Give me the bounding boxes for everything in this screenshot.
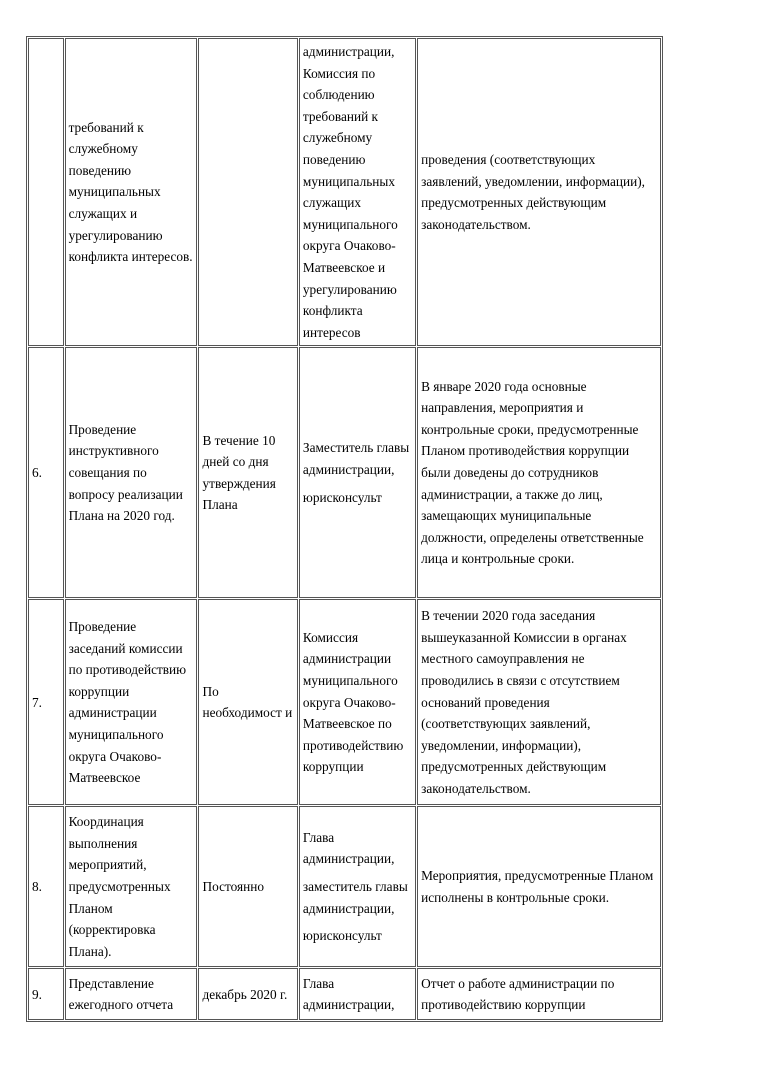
row-number-cell: 6. bbox=[28, 347, 64, 598]
responsible-line: заместитель главы администрации, bbox=[302, 879, 412, 916]
document-page bbox=[26, 36, 663, 1022]
anticorruption-plan-table bbox=[26, 36, 663, 1022]
responsible-line: юрисконсульт bbox=[302, 489, 382, 505]
responsible-cell: Комиссия администрации муниципального округа Очаково-Матвеевское по противодействию коррупции bbox=[299, 599, 416, 805]
term-cell: По необходимост и bbox=[198, 599, 297, 805]
result-cell: Отчет о работе администрации по противодействию коррупции bbox=[417, 968, 661, 1020]
table-row bbox=[28, 38, 661, 346]
event-cell: Проведение заседаний комиссии по противодействию коррупции администрации муниципального округа Очаково-Матвеевское bbox=[65, 599, 198, 805]
result-cell: проведения (соответствующих заявлений, уведомлении, информации), предусмотренных действующим законодательством. bbox=[417, 38, 661, 346]
responsible-cell: администрации, Комиссия по соблюдению требований к служебному поведению муниципальных служащих муниципального округа Очаково-Матвеевское и урегулированию конфликта интересов bbox=[299, 38, 416, 346]
responsible-line: юрисконсульт bbox=[302, 928, 382, 944]
term-cell: Постоянно bbox=[198, 806, 297, 967]
term-cell: В течение 10 дней со дня утверждения Плана bbox=[198, 347, 297, 598]
responsible-cell: Глава администрации, bbox=[299, 968, 416, 1020]
table-row bbox=[28, 806, 661, 967]
result-cell: В январе 2020 года основные направления, мероприятия и контрольные сроки, предусмотренные Планом противодействия коррупции были доведены до сотрудников администрации, а также до лиц, замещающих муниципальные должности, определены ответственные лица и контрольные сроки. bbox=[417, 347, 661, 598]
event-cell: требований к служебному поведению муниципальных служащих и урегулированию конфликта интересов. bbox=[65, 38, 198, 346]
row-number-cell bbox=[28, 38, 64, 346]
row-number-cell: 9. bbox=[28, 968, 64, 1020]
term-cell bbox=[198, 38, 297, 346]
event-cell: Координация выполнения мероприятий, предусмотренных Планом (корректировка Плана). bbox=[65, 806, 198, 967]
table-row bbox=[28, 968, 661, 1020]
responsible-line: Глава администрации, bbox=[302, 829, 395, 867]
responsible-cell bbox=[299, 347, 416, 598]
responsible-cell bbox=[299, 806, 416, 967]
result-cell: Мероприятия, предусмотренные Планом исполнены в контрольные сроки. bbox=[417, 806, 661, 967]
result-cell: В течении 2020 года заседания вышеуказанной Комиссии в органах местного самоуправления не проводились в связи с отсутствием оснований проведения (соответствующих заявлений, уведомлении, информации), предусмотренных действующим законодательством. bbox=[417, 599, 661, 805]
row-number-cell: 7. bbox=[28, 599, 64, 805]
table-row bbox=[28, 599, 661, 805]
event-cell: Представление ежегодного отчета bbox=[65, 968, 198, 1020]
responsible-line: Заместитель главы администрации, bbox=[302, 440, 413, 478]
row-number-cell: 8. bbox=[28, 806, 64, 967]
event-cell: Проведение инструктивного совещания по вопросу реализации Плана на 2020 год. bbox=[65, 347, 198, 598]
term-cell: декабрь 2020 г. bbox=[198, 968, 297, 1020]
table-row bbox=[28, 347, 661, 598]
